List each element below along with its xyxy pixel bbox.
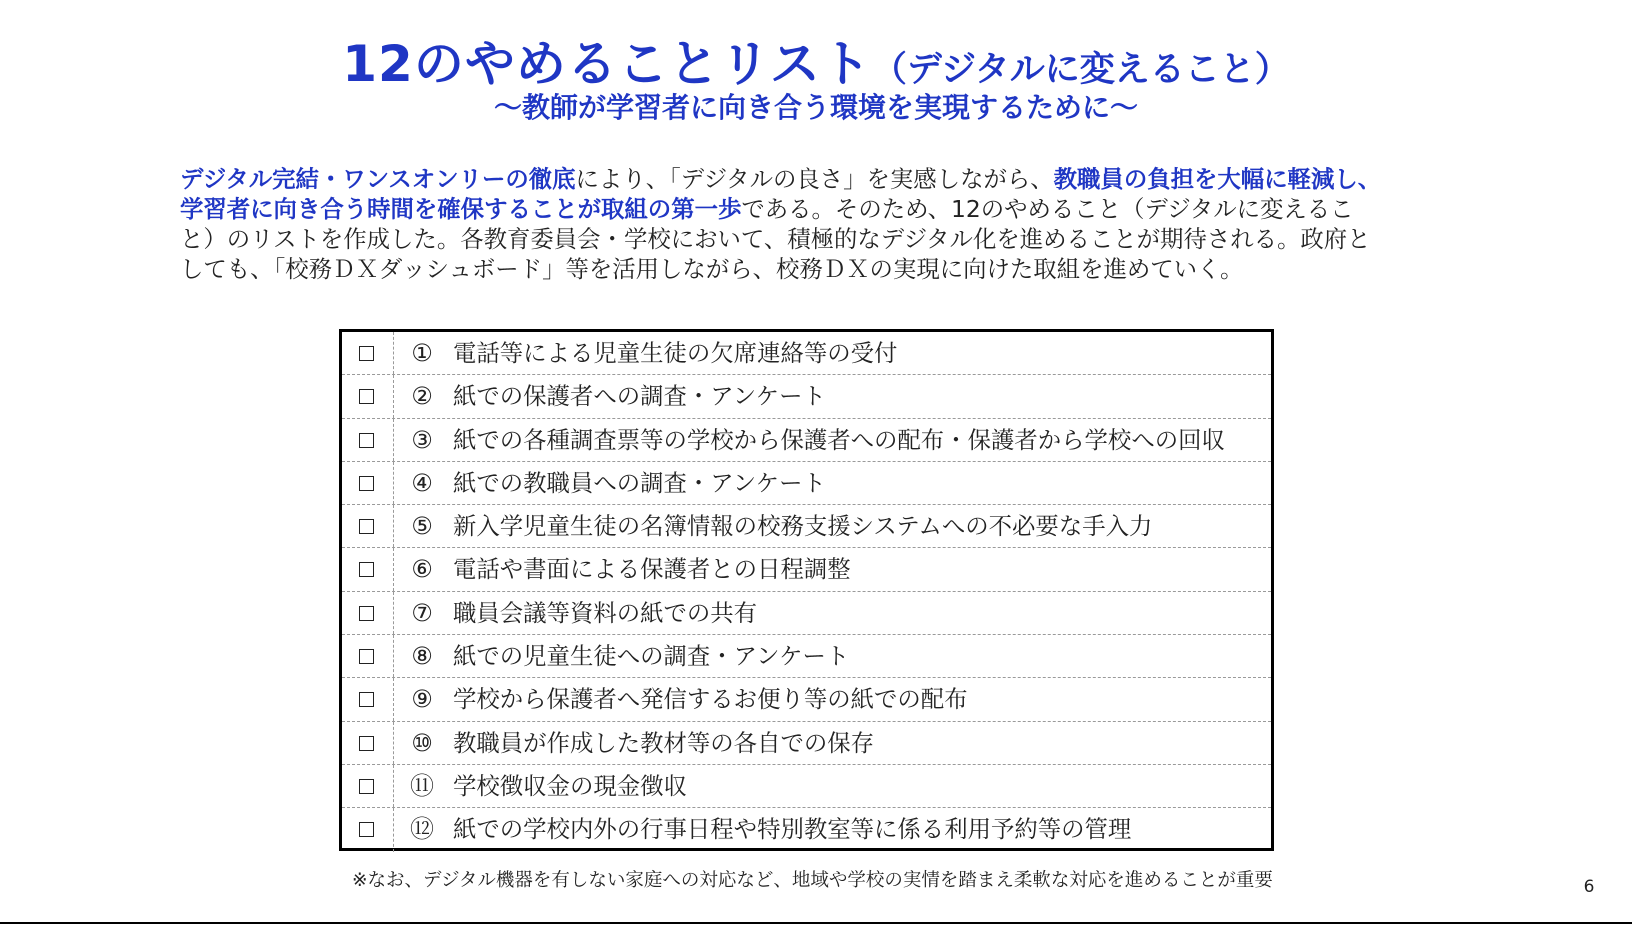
checkbox-cell <box>342 592 394 634</box>
title-parenthetical: （デジタルに変えること） <box>871 50 1290 90</box>
checkbox[interactable] <box>359 649 374 664</box>
checkbox-cell <box>342 505 394 547</box>
item-text: 電話や書面による保護者との日程調整 <box>453 555 851 584</box>
item-number: ⑧ <box>411 642 433 671</box>
intro-highlight-3: 学習者に向き合う時間を確保することが取組の第一歩 <box>180 195 742 223</box>
checkbox[interactable] <box>359 822 374 837</box>
item-number: ⑨ <box>411 685 433 714</box>
checkbox-cell <box>342 722 394 764</box>
checklist-row <box>342 462 1271 505</box>
item-number: ① <box>411 339 433 367</box>
checkbox-cell <box>342 765 394 807</box>
intro-paragraph <box>180 164 1440 284</box>
checkbox-cell <box>342 678 394 720</box>
checkbox[interactable] <box>359 692 374 707</box>
item-text: 紙での各種調査票等の学校から保護者への配布・保護者から学校への回収 <box>453 425 1225 454</box>
checkbox[interactable] <box>359 606 374 621</box>
title-main: 12のやめることリスト <box>342 35 872 93</box>
item-number: ⑪ <box>410 771 434 800</box>
checkbox[interactable] <box>359 562 374 577</box>
checkbox-cell <box>342 548 394 590</box>
page-number: 6 <box>1583 877 1595 897</box>
page-subtitle: ～教師が学習者に向き合う環境を実現するために～ <box>493 91 1138 124</box>
item-number: ⑫ <box>410 815 434 844</box>
checkbox-cell <box>342 375 394 417</box>
intro-line-1 <box>180 164 1440 194</box>
checklist-row <box>342 765 1271 808</box>
item-text: 紙での教職員への調査・アンケート <box>453 468 826 497</box>
checklist-row <box>342 419 1271 462</box>
item-text: 紙での学校内外の行事日程や特別教室等に係る利用予約等の管理 <box>453 815 1132 844</box>
checkbox[interactable] <box>359 519 374 534</box>
intro-text-2: である。そのため、12のやめること（デジタルに変えるこ <box>741 195 1354 223</box>
item-number: ⑩ <box>411 728 433 757</box>
intro-line-2 <box>180 194 1440 224</box>
checkbox-cell <box>342 808 394 851</box>
checkbox-cell <box>342 332 394 374</box>
checklist-row <box>342 808 1271 851</box>
item-text: 電話等による児童生徒の欠席連絡等の受付 <box>453 339 898 367</box>
checklist-row <box>342 505 1271 548</box>
checkbox[interactable] <box>359 476 374 491</box>
item-text: 学校から保護者へ発信するお便り等の紙での配布 <box>453 685 968 714</box>
checklist-row <box>342 635 1271 678</box>
checklist-row <box>342 548 1271 591</box>
checkbox[interactable] <box>359 736 374 751</box>
checkbox[interactable] <box>359 779 374 794</box>
item-text: 紙での保護者への調査・アンケート <box>453 382 826 411</box>
item-text: 教職員が作成した教材等の各自での保存 <box>453 728 875 757</box>
item-number: ③ <box>411 425 433 454</box>
checklist-row <box>342 592 1271 635</box>
item-number: ⑤ <box>411 512 433 541</box>
checkbox[interactable] <box>359 433 374 448</box>
checklist-row <box>342 332 1271 375</box>
intro-text-1: により、「デジタルの良さ」を実感しながら、 <box>575 165 1054 193</box>
checkbox[interactable] <box>359 389 374 404</box>
bottom-divider <box>0 922 1632 924</box>
intro-line-4: しても、「校務ＤＸダッシュボード」等を活用しながら、校務ＤＸの実現に向けた取組を進めていく。 <box>180 255 1244 283</box>
checklist-row <box>342 678 1271 721</box>
item-number: ④ <box>411 468 433 497</box>
checklist-row <box>342 375 1271 418</box>
intro-highlight-2: 教職員の負担を大幅に軽減し、 <box>1053 165 1382 193</box>
item-number: ⑦ <box>411 598 433 627</box>
item-text: 新入学児童生徒の名簿情報の校務支援システムへの不必要な手入力 <box>453 512 1153 541</box>
item-text: 紙での児童生徒への調査・アンケート <box>453 642 850 671</box>
checkbox[interactable] <box>359 346 374 361</box>
item-number: ⑥ <box>411 555 433 584</box>
checkbox-cell <box>342 635 394 677</box>
intro-line-3: と）のリストを作成した。各教育委員会・学校において、積極的なデジタル化を進めることが期待される。政府と <box>180 225 1371 253</box>
item-number: ② <box>411 382 433 411</box>
checklist-row <box>342 722 1271 765</box>
intro-highlight-1: デジタル完結・ワンスオンリーの徹底 <box>180 165 576 193</box>
footnote: ※なお、デジタル機器を有しない家庭への対応など、地域や学校の実情を踏まえ柔軟な対応を進めることが重要 <box>352 870 1273 891</box>
item-text: 職員会議等資料の紙での共有 <box>453 598 758 627</box>
item-text: 学校徴収金の現金徴収 <box>453 771 687 800</box>
checkbox-cell <box>342 462 394 504</box>
checkbox-cell <box>342 419 394 461</box>
checklist-table <box>339 329 1274 851</box>
